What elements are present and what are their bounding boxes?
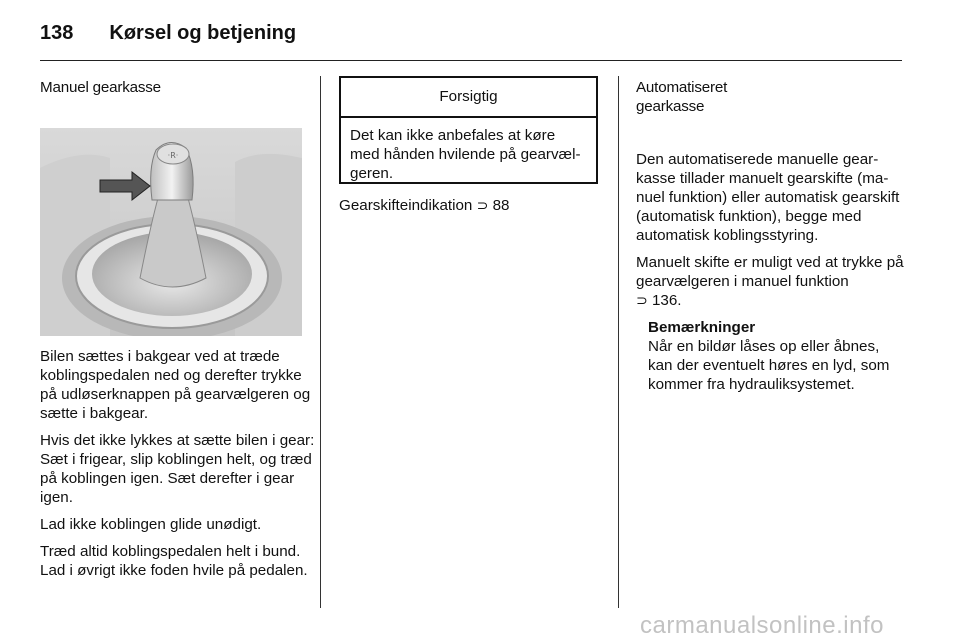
gear-shift-icon	[40, 128, 302, 336]
caution-title: Forsigtig	[341, 78, 596, 118]
section-heading-manual-gearbox: Manuel gearkasse	[40, 79, 161, 96]
paragraph: Bilen sættes i bakgear ved at træde koblingspedalen ned og derefter trykke på udløserknappen på gearvælgeren og sætte i bakgear.	[40, 348, 311, 422]
column-divider-right	[618, 76, 619, 608]
column-divider-left	[320, 76, 321, 608]
section-heading-automated-gearbox	[636, 78, 916, 116]
paragraph: Lad ikke koblingen glide unødigt.	[40, 516, 262, 533]
gear-shift-illustration	[40, 128, 302, 336]
paragraph-with-xref	[636, 253, 906, 310]
note-block	[636, 318, 906, 394]
heading-line: Automatiseret	[636, 79, 728, 96]
page-header	[40, 18, 296, 48]
cross-reference-gear-indicator[interactable]	[339, 196, 599, 215]
xref-text: Gearskifteindikation	[339, 197, 473, 214]
left-column-text	[40, 347, 315, 588]
chapter-title: Kørsel og betjening	[109, 21, 297, 44]
paragraph-text: Manuelt skifte er muligt ved at trykke på gearvælgeren i manuel funktion	[636, 254, 904, 290]
paragraph: Træd altid koblingspedalen helt i bund. Lad i øvrigt ikke foden hvile på pedalen.	[40, 543, 308, 579]
caution-body: Det kan ikke anbefales at køre med hånden hvilende på gearvælgeren.	[350, 127, 581, 182]
page-number: 138	[40, 21, 74, 44]
heading-line: gearkasse	[636, 98, 705, 115]
paragraph: Hvis det ikke lykkes at sætte bilen i gear: Sæt i frigear, slip koblingen helt, og træd på koblingen igen. Sæt derefter i gear igen.	[40, 432, 315, 506]
note-title: Bemærkninger	[648, 319, 756, 336]
note-body: Når en bildør låses op eller åbnes, kan der eventuelt høres en lyd, som kommer fra hydrauliksystemet.	[648, 338, 890, 393]
svg-text:·R·: ·R·	[167, 151, 179, 160]
xref-page[interactable]: 136.	[651, 292, 682, 309]
header-rule	[40, 60, 902, 61]
xref-page: 88	[492, 197, 510, 214]
page-reference-icon: ⊃	[636, 292, 648, 308]
right-column-text	[636, 150, 906, 394]
paragraph: Den automatiserede manuelle gearkasse tillader manuelt gearskifte (manuel funktion) eller automatisk gearskift (automatisk funktion), begge med automatisk koblingsstyring.	[636, 151, 900, 244]
page-reference-icon: ⊃	[476, 197, 489, 213]
watermark: carmanualsonline.info	[640, 612, 884, 639]
caution-box	[339, 76, 598, 184]
